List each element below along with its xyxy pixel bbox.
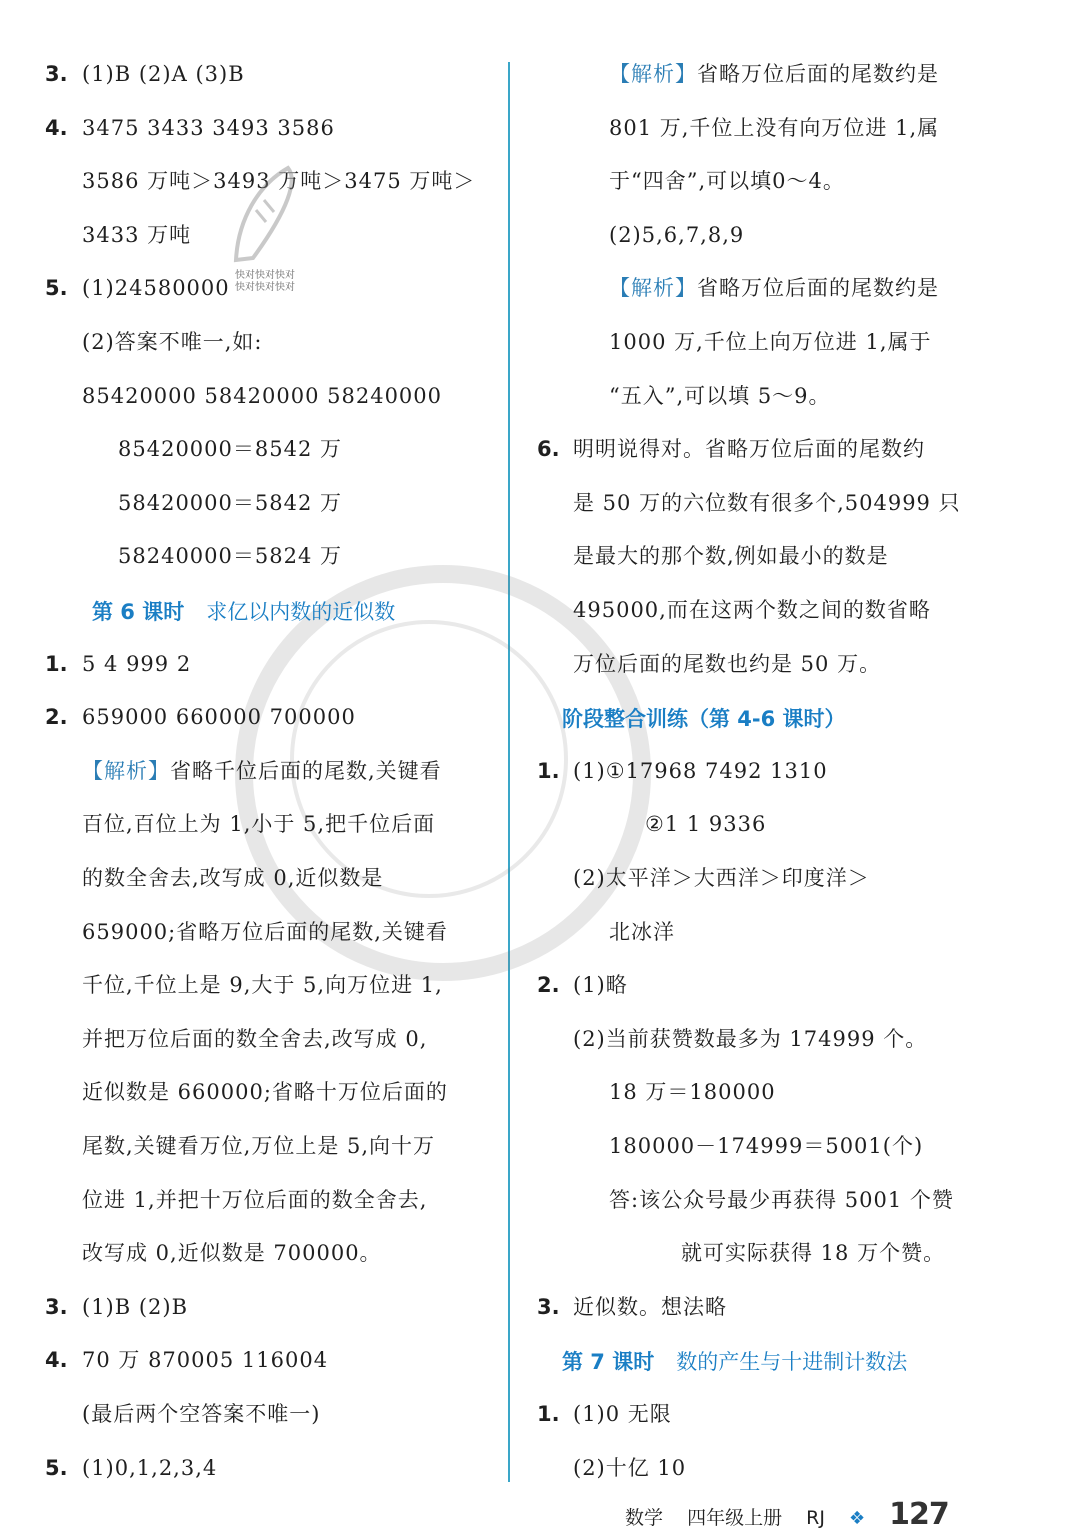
answer-line [82, 1132, 435, 1160]
answer-line [82, 274, 230, 302]
question-number: 5. [45, 276, 68, 301]
answer-text: 并把万位后面的数全舍去,改写成 0, [82, 1026, 428, 1051]
answer-text: 尾数,关键看万位,万位上是 5,向十万 [82, 1134, 436, 1158]
answer-text: 3433 万吨 [82, 222, 192, 247]
answer-line [82, 1025, 427, 1053]
answer-text: 3475 3433 3493 3586 [82, 115, 335, 140]
answer-text: 659000;省略万位后面的尾数,关键看 [82, 919, 448, 944]
section-heading [92, 598, 395, 626]
answer-text: (1)0 无限 [573, 1402, 672, 1426]
answer-text: 明明说得对。省略万位后面的尾数约 [573, 437, 925, 462]
answer-line [609, 114, 939, 142]
answer-text: 是 50 万的六位数有很多个,504999 只 [573, 490, 961, 515]
answer-text: 495000,而在这两个数之间的数省略 [573, 598, 931, 622]
answer-line [82, 703, 356, 731]
answer-text: (1)0,1,2,3,4 [82, 1455, 218, 1480]
answer-text: 近似数。想法略 [573, 1294, 727, 1319]
question-number: 4. [45, 1348, 68, 1373]
answer-line [82, 1293, 188, 1321]
answer-text: 1000 万,千位上向万位进 1,属于 [609, 330, 932, 354]
answer-line [645, 810, 766, 838]
answer-text: (2)十亿 10 [573, 1455, 687, 1480]
carrot-logo-icon [228, 160, 308, 270]
answer-line [118, 542, 342, 570]
answer-line [82, 1400, 320, 1428]
answer-text: 改写成 0,近似数是 700000。 [82, 1241, 382, 1266]
answer-text: 答:该公众号最少再获得 5001 个赞 [609, 1187, 954, 1212]
answer-text: (1)①17968 7492 1310 [573, 758, 828, 783]
analysis-tag: 【解析】 [82, 758, 170, 783]
answer-line [82, 971, 443, 999]
section-lesson-number: 第 6 课时 [92, 600, 185, 624]
answer-text: (2)5,6,7,8,9 [609, 222, 745, 247]
answer-line [609, 274, 939, 302]
answer-line [573, 435, 925, 463]
footer-grade: 四年级上册 [687, 1507, 783, 1529]
diamond-icon: ❖ [848, 1508, 866, 1529]
answer-text: 近似数是 660000;省略十万位后面的 [82, 1080, 448, 1105]
question-number: 1. [537, 1402, 560, 1426]
answer-text: 659000 660000 700000 [82, 705, 356, 730]
answer-text: 省略千位后面的尾数,关键看 [170, 758, 442, 783]
question-number: 3. [45, 62, 68, 86]
section-title: 数的产生与十进制计数法 [676, 1350, 908, 1375]
answer-line [609, 60, 939, 88]
answer-text: 千位,千位上是 9,大于 5,向万位进 1, [82, 973, 443, 998]
answer-text: 70 万 870005 116004 [82, 1348, 329, 1373]
answer-text: 5 4 999 2 [82, 651, 192, 676]
answer-text: 58420000＝5842 万 [118, 490, 343, 515]
answer-line [573, 1025, 927, 1053]
answer-text: 万位后面的尾数也约是 50 万。 [573, 651, 882, 676]
answer-line [82, 114, 335, 142]
answer-text: (2)太平洋＞大西洋＞印度洋＞ [573, 866, 870, 890]
answer-line [82, 650, 191, 678]
answer-text: (最后两个空答案不唯一) [82, 1402, 321, 1426]
answer-line [573, 757, 828, 785]
answer-line [573, 489, 961, 517]
answer-line [82, 221, 191, 249]
analysis-tag: 【解析】 [609, 276, 697, 301]
answer-text: 3586 万吨＞3493 万吨＞3475 万吨＞ [82, 169, 476, 194]
question-number: 6. [537, 437, 560, 462]
answer-text: 是最大的那个数,例如最小的数是 [573, 544, 889, 569]
answer-text: 位进 1,并把十万位后面的数全舍去, [82, 1187, 428, 1212]
answer-line [118, 489, 342, 517]
page-footer [625, 1497, 967, 1532]
answer-text: “五入”,可以填 5～9。 [609, 383, 831, 408]
answer-line [82, 1454, 217, 1482]
answer-line [82, 328, 263, 356]
answer-line [573, 596, 931, 624]
answer-line [82, 1346, 328, 1374]
answer-text: (1)略 [573, 973, 628, 998]
section-heading [562, 1348, 907, 1376]
question-number: 3. [45, 1294, 68, 1319]
answer-text: 18 万＝180000 [609, 1080, 776, 1105]
answer-line [118, 435, 342, 463]
answer-line [609, 382, 831, 410]
answer-text: 85420000 58420000 58240000 [82, 383, 443, 408]
answer-line [82, 757, 442, 785]
answer-line [609, 221, 744, 249]
question-number: 1. [45, 651, 68, 676]
logo-caption: 快对快对快对 快对快对快对 [235, 270, 295, 293]
question-number: 3. [537, 1294, 560, 1319]
answer-line [573, 864, 870, 892]
answer-text: (2)当前获赞数最多为 174999 个。 [573, 1026, 928, 1051]
answer-text: 的数全舍去,改写成 0,近似数是 [82, 866, 384, 890]
answer-text: (1)B (2)A (3)B [82, 62, 245, 86]
answer-text: 省略万位后面的尾数约是 [697, 276, 939, 301]
answer-line [681, 1239, 945, 1267]
answer-line [609, 167, 845, 195]
section-title: 求亿以内数的近似数 [206, 600, 396, 624]
answer-line [573, 1454, 686, 1482]
column-divider [508, 62, 510, 1482]
answer-line [82, 1239, 382, 1267]
answer-text: 85420000＝8542 万 [118, 437, 343, 462]
section-lesson-number: 第 7 课时 [562, 1350, 655, 1375]
analysis-tag: 【解析】 [609, 62, 697, 86]
answer-line [573, 542, 889, 570]
answer-text: 百位,百位上为 1,小于 5,把千位后面 [82, 812, 436, 837]
answer-line [573, 650, 881, 678]
answer-line [82, 1186, 427, 1214]
footer-edition: RJ [806, 1507, 825, 1529]
answer-text: 就可实际获得 18 万个赞。 [681, 1241, 946, 1266]
answer-line [82, 810, 435, 838]
answer-line [609, 1186, 954, 1214]
answer-line [82, 918, 448, 946]
answer-text: 58240000＝5824 万 [118, 544, 343, 569]
answer-line [573, 1293, 727, 1321]
answer-text: 801 万,千位上没有向万位进 1,属 [609, 115, 940, 140]
answer-text: 180000－174999＝5001(个) [609, 1134, 924, 1158]
answer-line [609, 1078, 776, 1106]
question-number: 2. [45, 705, 68, 730]
answer-line [82, 382, 442, 410]
answer-line [609, 1132, 923, 1160]
section-lesson-number: 阶段整合训练（第 4-6 课时） [562, 707, 846, 732]
question-number: 1. [537, 758, 560, 783]
question-number: 4. [45, 115, 68, 140]
question-number: 5. [45, 1455, 68, 1480]
answer-text: 省略万位后面的尾数约是 [697, 62, 939, 86]
answer-line [82, 1078, 448, 1106]
answer-line [609, 328, 932, 356]
page-number: 127 [889, 1497, 949, 1532]
answer-text: 北冰洋 [609, 919, 675, 944]
question-number: 2. [537, 973, 560, 998]
answer-text: (1)24580000 [82, 276, 230, 301]
answer-line [609, 918, 675, 946]
answer-line [82, 60, 245, 88]
answer-text: (2)答案不唯一,如: [82, 330, 263, 354]
section-heading [562, 705, 846, 733]
answer-line [573, 1400, 672, 1428]
footer-subject: 数学 [625, 1507, 664, 1529]
answer-line [573, 971, 628, 999]
answer-text: (1)B (2)B [82, 1294, 189, 1319]
answer-text: 于“四舍”,可以填0～4。 [609, 169, 845, 194]
answer-line [82, 864, 383, 892]
answer-text: ②1 1 9336 [645, 812, 767, 837]
